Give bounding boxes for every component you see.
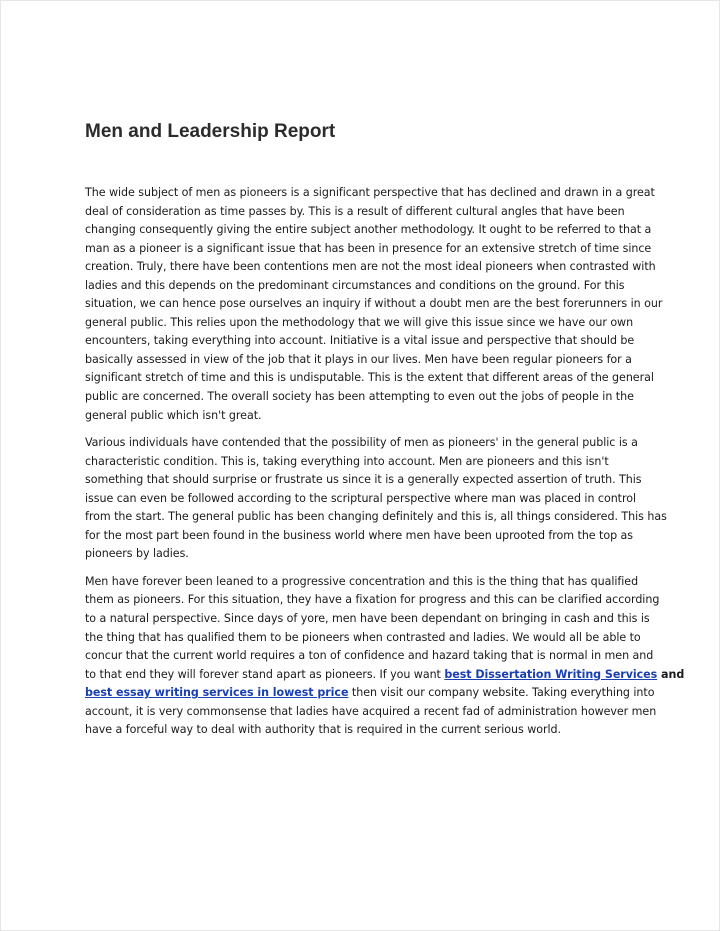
line-suffix-text: then visit our company website. Taking everything into [348,686,655,700]
text-line: public are concerned. The overall society has been attempting to even out the jobs of people in the [85,390,634,404]
text-line: pioneers by ladies. [85,547,189,561]
text-line: to a natural perspective. Since days of yore, men have been dependant on bringing in cash and this is [85,612,650,626]
text-line: creation. Truly, there have been contentions men are not the most ideal pioneers when contrasted with [85,260,656,274]
and-text: and [657,667,685,681]
text-line: changing consequently giving the entire subject another methodology. It ought to be referred to that a [85,223,652,237]
text-line: Men have forever been leaned to a progressive concentration and this is the thing that has qualified [85,574,639,588]
text-line: issue can even be followed according to the scriptural perspective where man was placed in control [85,491,637,505]
text-line: account, it is very commonsense that ladies have acquired a recent fad of administration however men [85,704,657,718]
text-line-with-link [85,684,655,703]
text-line: them as pioneers. For this situation, they have a fixation for progress and this can be clarified according [85,593,660,607]
text-line: for the most part been found in the business world where men have been uprooted from the top as [85,528,634,542]
text-line: general public. This relies upon the methodology that we will give this issue since we have our own [85,315,634,329]
text-line: man as a pioneer is a significant issue that has been in presence for an extensive stretch of time since [85,241,652,255]
text-line: concur that the current world requires a ton of confidence and hazard taking that is normal in men and [85,649,654,663]
paragraph-3 [85,573,685,740]
page-title: Men and Leadership Report [85,121,336,142]
document-content [85,120,685,749]
paragraph-2 [85,434,667,564]
text-line: general public which isn't great. [85,408,262,422]
text-line: from the start. The general public has been changing definitely and this is, all things considered. This has [85,510,667,524]
text-line: The wide subject of men as pioneers is a significant perspective that has declined and drawn in a great [85,186,655,199]
text-line: basically assessed in view of the job that it plays in our lives. Men have been regular pioneers for a [85,352,632,366]
dissertation-services-link[interactable]: best Dissertation Writing Services [444,667,658,681]
text-line: encounters, taking everything into account. Initiative is a vital issue and perspective that should be [85,334,635,348]
text-line: significant stretch of time and this is undisputable. This is the extent that different areas of the general [85,371,654,385]
text-line: Various individuals have contended that the possibility of men as pioneers' in the general public is a [85,436,638,450]
text-line: have a forceful way to deal with authority that is required in the current serious world. [85,723,561,737]
text-line: something that should surprise or frustrate us since it is a generally expected assertion of truth. This [85,473,642,487]
paragraph-1 [85,184,663,425]
text-line-with-link [85,666,685,685]
text-line: ladies and this depends on the predominant circumstances and conditions on the ground. For this [85,278,625,292]
text-line: deal of consideration as time passes by. This is a result of different cultural angles that have been [85,204,625,218]
text-line: situation, we can hence pose ourselves an inquiry if without a doubt men are the best forerunners in our [85,297,663,311]
line-prefix-text: to that end they will forever stand apart as pioneers. If you want [85,667,445,681]
essay-services-link[interactable]: best essay writing services in lowest price [85,686,349,700]
text-line: characteristic condition. This is, taking everything into account. Men are pioneers and this isn't [85,454,609,468]
text-line: the thing that has qualified them to be pioneers when contrasted and ladies. We would all be able to [85,630,641,644]
